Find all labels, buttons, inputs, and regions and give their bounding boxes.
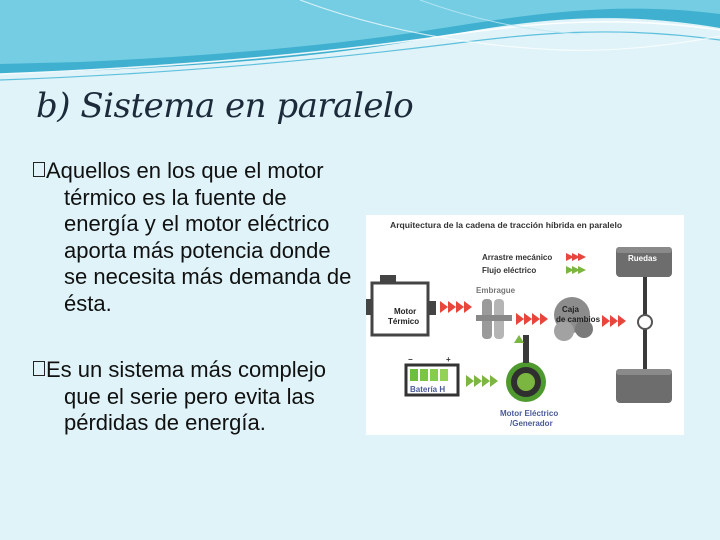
clutch-label: Embrague bbox=[476, 286, 516, 295]
engine-label-line2: Térmico bbox=[388, 317, 420, 326]
battery-minus-label: − bbox=[408, 355, 413, 364]
wheels-label: Ruedas bbox=[628, 254, 657, 263]
mechanical-arrows-clutch bbox=[516, 313, 548, 325]
legend-electric-arrow-icon bbox=[566, 266, 586, 274]
diagram-caption: Arquitectura de la cadena de tracción híbrida en paralelo bbox=[390, 220, 623, 230]
bullet-text: Es un sistema más complejo que el serie pero evita las pérdidas de energía. bbox=[46, 357, 326, 435]
gearbox-label-line1: Caja bbox=[562, 305, 579, 314]
legend-electric-label: Flujo eléctrico bbox=[482, 266, 537, 275]
bullet-marker-icon bbox=[32, 357, 48, 379]
bullet-marker-icon bbox=[32, 158, 48, 180]
battery-label: Batería H bbox=[410, 385, 446, 394]
wheel-bottom-icon bbox=[616, 369, 672, 403]
battery-plus-label: + bbox=[446, 355, 451, 364]
bullet-item bbox=[32, 357, 352, 437]
diagram-canvas bbox=[366, 215, 684, 435]
gearbox-label-line2: de cambios bbox=[556, 315, 601, 324]
electric-arrows-battery bbox=[466, 375, 498, 387]
mechanical-arrows-output bbox=[602, 315, 626, 327]
emotor-label-line2: /Generador bbox=[510, 419, 553, 428]
engine-label-line1: Motor bbox=[394, 307, 417, 316]
bullet-item bbox=[32, 158, 352, 317]
legend-mechanical-label: Arrastre mecánico bbox=[482, 253, 553, 262]
emotor-label-line1: Motor Eléctrico bbox=[500, 409, 559, 418]
engine-icon bbox=[366, 275, 436, 335]
top-wave-decoration bbox=[0, 0, 720, 90]
differential-icon bbox=[638, 315, 652, 329]
clutch-icon bbox=[476, 299, 512, 339]
legend-mechanical-arrow-icon bbox=[566, 253, 586, 261]
bullet-text: Aquellos en los que el motor térmico es la fuente de energía y el motor eléctrico aporta más potencia donde se necesita más demanda de ésta. bbox=[46, 158, 352, 316]
hybrid-parallel-diagram bbox=[366, 215, 684, 435]
electric-motor-icon bbox=[506, 335, 546, 402]
mechanical-arrows-engine bbox=[440, 301, 472, 313]
slide-title: b) Sistema en paralelo bbox=[36, 86, 414, 126]
